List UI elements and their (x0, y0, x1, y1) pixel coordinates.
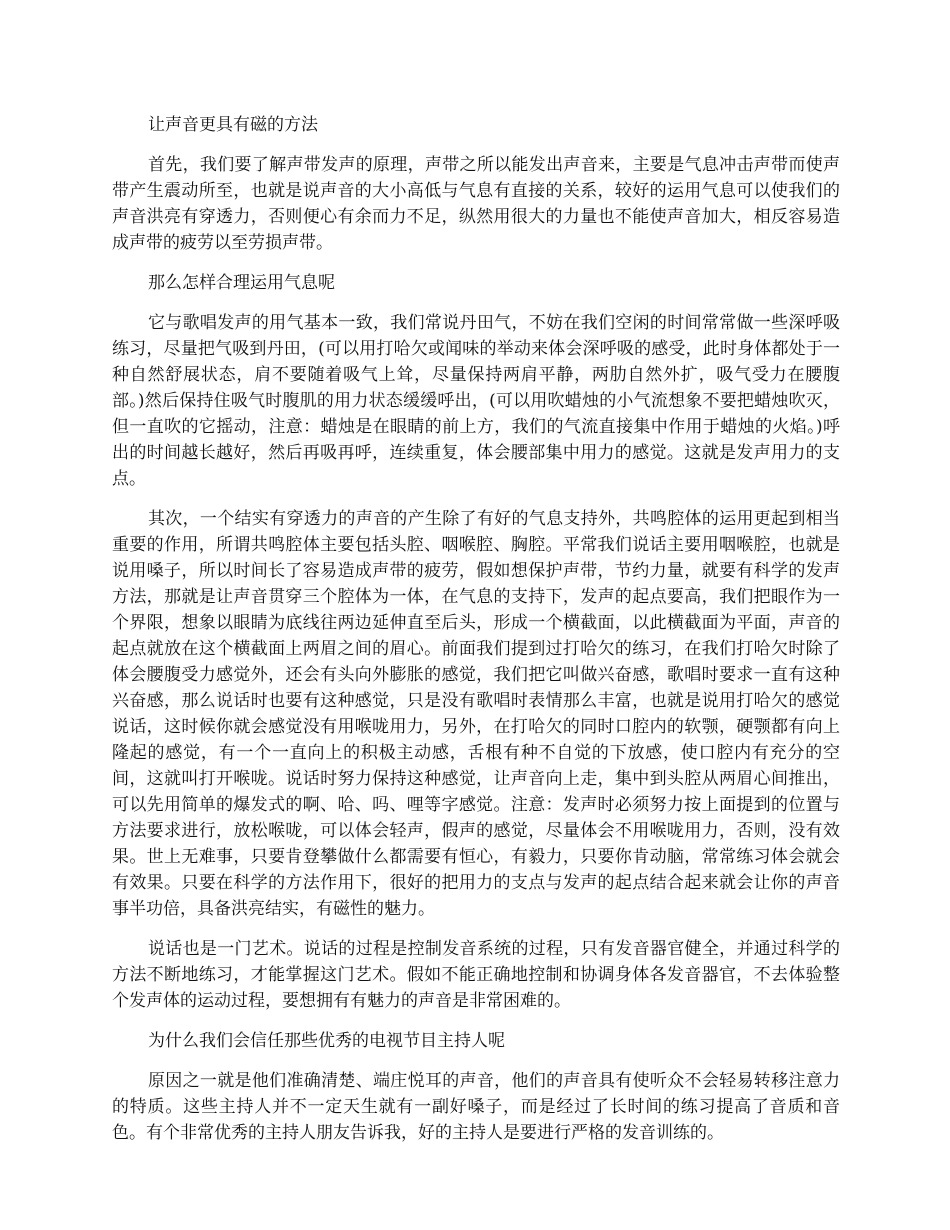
paragraph-resonance: 其次，一个结实有穿透力的声音的产生除了有好的气息支持外，共鸣腔体的运用更起到相当重要的作用，所谓共鸣腔体主要包括头腔、咽喉腔、胸腔。平常我们说话主要用咽喉腔，也就是说用嗓子，所以时间长了容易造成声带的疲劳，假如想保护声带，节约力量，就要有科学的发声方法，那就是让声音贯穿三个腔体为一体，在气息的支持下，发声的起点要高，我们把眼作为一个界限，想象以眼睛为底线往两边延伸直至后头，形成一个横截面，以此横截面为平面，声音的起点就放在这个横截面上两眉之间的眉心。前面我们提到过打哈欠的练习，在我们打哈欠时除了体会腰腹受力感觉外，还会有头向外膨胀的感觉，我们把它叫做兴奋感，歌唱时要求一直有这种兴奋感，那么说话时也要有这种感觉，只是没有歌唱时表情那么丰富，也就是说用打哈欠的感觉说话，这时候你就会感觉没有用喉咙用力，另外，在打哈欠的同时口腔内的软颚，硬颚都有向上隆起的感觉，有一个一直向上的积极主动感，舌根有种不自觉的下放感，使口腔内有充分的空间，这就叫打开喉咙。说话时努力保持这种感觉，让声音向上走，集中到头腔从两眉心间推出，可以先用简单的爆发式的啊、哈、吗、哩等字感觉。注意：发声时必须努力按上面提到的位置与方法要求进行，放松喉咙，可以体会轻声，假声的感觉，尽量体会不用喉咙用力，否则，没有效果。世上无难事，只要肯登攀做什么都需要有恒心，有毅力，只要你肯动脑，常常练习体会就会有效果。只要在科学的方法作用下，很好的把用力的支点与发声的起点结合起来就会让你的声音事半功倍，具备洪亮结实，有磁性的魅力。 (112, 509, 840, 919)
paragraph-voice-principle: 首先，我们要了解声带发声的原理，声带之所以能发出声音来，主要是气息冲击声带而使声带产生震动所至，也就是说声音的大小高低与气息有直接的关系，较好的运用气息可以使我们的声音洪亮有穿透力，否则便心有余而力不足，纵然用很大的力量也不能使声音加大，相反容易造成声带的疲劳以至劳损声带。 (112, 155, 840, 253)
paragraph-breathing-practice: 它与歌唱发声的用气基本一致，我们常说丹田气，不妨在我们空闲的时间常常做一些深呼吸练习，尽量把气吸到丹田，(可以用打哈欠或闻味的举动来体会深呼吸的感受，此时身体都处于一种自然舒展状态，肩不要随着吸气上耸，尽量保持两肩平静，两肋自然外扩，吸气受力在腰腹部。)然后保持住吸气时腹肌的用力状态缓缓呼出，(可以用吹蜡烛的小气流想象不要把蜡烛吹灭，但一直吹的它摇动，注意：蜡烛是在眼睛的前上方，我们的气流直接集中作用于蜡烛的火焰。)呼出的时间越长越好，然后再吸再呼，连续重复，体会腰部集中用力的感觉。这就是发声用力的支点。 (112, 313, 840, 489)
section-heading-magnetic-voice: 让声音更具有磁的方法 (148, 115, 318, 135)
document-body (112, 112, 840, 1160)
section-heading-tv-hosts: 为什么我们会信任那些优秀的电视节目主持人呢 (148, 1031, 505, 1051)
section-heading-breath-use: 那么怎样合理运用气息呢 (148, 273, 335, 293)
paragraph-speaking-art: 说话也是一门艺术。说话的过程是控制发音系统的过程，只有发音器官健全，并通过科学的方法不断地练习，才能掌握这门艺术。假如不能正确地控制和协调身体各发音器官，不去体验整个发声体的运动过程，要想拥有有魅力的声音是非常困难的。 (112, 939, 840, 1011)
paragraph-host-voice: 原因之一就是他们准确清楚、端庄悦耳的声音，他们的声音具有使听众不会轻易转移注意力的特质。这些主持人并不一定天生就有一副好嗓子，而是经过了长时间的练习提高了音质和音色。有个非常优秀的主持人朋友告诉我，好的主持人是要进行严格的发音训练的。 (112, 1071, 840, 1143)
